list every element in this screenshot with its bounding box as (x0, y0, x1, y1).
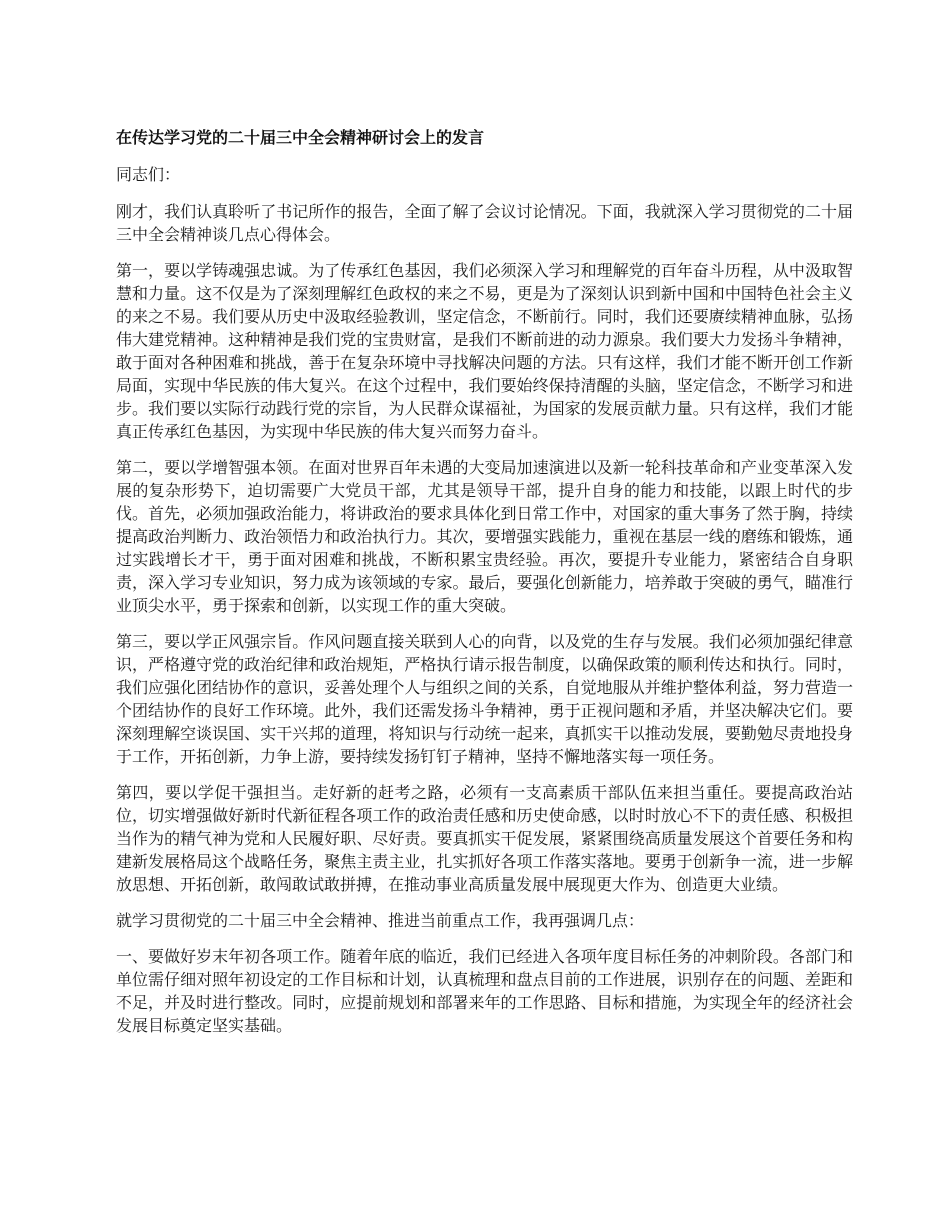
paragraph-point-two: 第二，要以学增智强本领。在面对世界百年未遇的大变局加速演进以及新一轮科技革命和产业变革深入发展的复杂形势下，迫切需要广大党员干部，尤其是领导干部，提升自身的能力和技能，以跟上时代的步伐。首先，必须加强政治能力，将讲政治的要求具体化到日常工作中，对国家的重大事务了然于胸，持续提高政治判断力、政治领悟力和政治执行力。其次，要增强实践能力，重视在基层一线的磨练和锻炼，通过实践增长才干，勇于面对困难和挑战，不断积累宝贵经验。再次，要提升专业能力，紧密结合自身职责，深入学习专业知识，努力成为该领域的专家。最后，要强化创新能力，培养敢于突破的勇气，瞄准行业顶尖水平，勇于探索和创新，以实现工作的重大突破。 (116, 458, 853, 615)
salutation: 同志们： (116, 165, 181, 184)
document-page (116, 127, 853, 1050)
paragraph-point-three: 第三，要以学正风强宗旨。作风问题直接关联到人心的向背，以及党的生存与发展。我们必须加强纪律意识，严格遵守党的政治纪律和政治规矩，严格执行请示报告制度，以确保政策的顺利传达和执行。同时，我们应强化团结协作的意识，妥善处理个人与组织之间的关系，自觉地服从并维护整体利益，努力营造一个团结协作的良好工作环境。此外，我们还需发扬斗争精神，勇于正视问题和矛盾，并坚决解决它们。要深刻理解空谈误国、实干兴邦的道理，将知识与行动统一起来，真抓实干以推动发展，要勤勉尽责地投身于工作，开拓创新，力争上游，要持续发扬钉钉子精神，坚持不懈地落实每一项任务。 (116, 632, 853, 766)
paragraph-emphasis-intro: 就学习贯彻党的二十届三中全会精神、推进当前重点工作，我再强调几点： (116, 911, 645, 930)
document-title: 在传达学习党的二十届三中全会精神研讨会上的发言 (116, 128, 485, 147)
paragraph-point-four: 第四，要以学促干强担当。走好新的赶考之路，必须有一支高素质干部队伍来担当重任。要提高政治站位，切实增强做好新时代新征程各项工作的政治责任感和历史使命感，以时时放心不下的责任感、积极担当作为的精气神为党和人民履好职、尽好责。要真抓实干促发展，紧紧围绕高质量发展这个首要任务和构建新发展格局这个战略任务，聚焦主责主业，扎实抓好各项工作落实落地。要勇于创新争一流，进一步解放思想、开拓创新，敢闯敢试敢拼搏，在推动事业高质量发展中展现更大作为、创造更大业绩。 (116, 783, 853, 894)
paragraph-year-end-work: 一、要做好岁末年初各项工作。随着年底的临近，我们已经进入各项年度目标任务的冲刺阶段。各部门和单位需仔细对照年初设定的工作目标和计划，认真梳理和盘点目前的工作进展，识别存在的问题、差距和不足，并及时进行整改。同时，应提前规划和部署来年的工作思路、目标和措施，为实现全年的经济社会发展目标奠定坚实基础。 (116, 947, 853, 1035)
paragraph-point-one: 第一，要以学铸魂强忠诚。为了传承红色基因，我们必须深入学习和理解党的百年奋斗历程，从中汲取智慧和力量。这不仅是为了深刻理解红色政权的来之不易，更是为了深刻认识到新中国和中国特色社会主义的来之不易。我们要从历史中汲取经验教训，坚定信念，不断前行。同时，我们还要赓续精神血脉，弘扬伟大建党精神。这种精神是我们党的宝贵财富，是我们不断前进的动力源泉。我们要大力发扬斗争精神，敢于面对各种困难和挑战，善于在复杂环境中寻找解决问题的方法。只有这样，我们才能不断开创工作新局面，实现中华民族的伟大复兴。在这个过程中，我们要始终保持清醒的头脑，坚定信念，不断学习和进步。我们要以实际行动践行党的宗旨，为人民群众谋福祉，为国家的发展贡献力量。只有这样，我们才能真正传承红色基因，为实现中华民族的伟大复兴而努力奋斗。 (116, 261, 853, 441)
paragraph-intro: 刚才，我们认真聆听了书记所作的报告，全面了解了会议讨论情况。下面，我就深入学习贯彻党的二十届三中全会精神谈几点心得体会。 (116, 202, 853, 244)
